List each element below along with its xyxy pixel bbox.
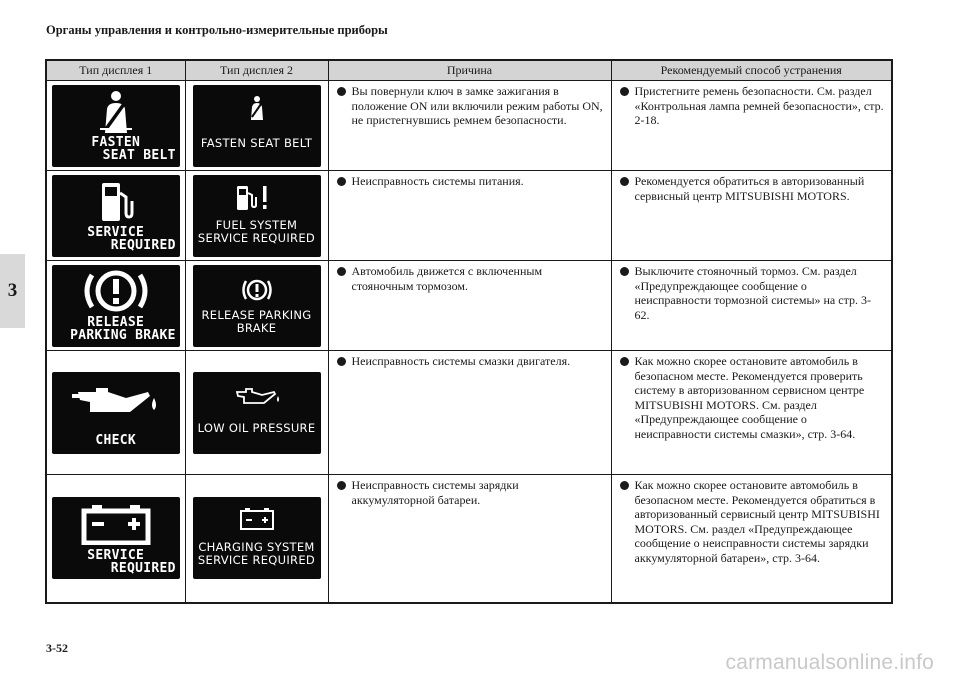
remedy-text: Рекомендуется обратиться в авторизованный сервисный центр MITSUBISHI MOTORS. [634,174,865,203]
display-1-cell [46,171,185,261]
display-2-screen [193,497,321,579]
display-2-line-2: SERVICE REQUIRED [197,553,316,568]
remedy-cell [611,475,892,603]
display-1-screen [52,372,180,454]
bullet-icon [620,177,629,186]
column-header-display-1: Тип дисплея 1 [46,60,185,81]
bullet-icon [620,481,629,490]
table-row [46,351,892,475]
display-1-cell [46,351,185,475]
bullet-icon [337,87,346,96]
display-2-cell [185,81,328,171]
display-2-line-2: SERVICE REQUIRED [197,230,316,245]
watermark: carmanualsonline.info [725,651,934,674]
bullet-icon [620,87,629,96]
display-2-line-1: FUEL SYSTEM [215,217,298,232]
bullet-icon [337,481,346,490]
remedy-cell [611,81,892,171]
table-row [46,81,892,171]
display-2-screen [193,175,321,257]
battery-icon [193,507,321,531]
column-header-display-2: Тип дисплея 2 [185,60,328,81]
display-2-line-1: LOW OIL PRESSURE [197,420,316,435]
cause-text: Неисправность системы питания. [351,174,524,188]
display-2-screen [193,265,321,347]
display-1-line-2: REQUIRED [110,237,176,253]
display-2-line-2: BRAKE [236,320,277,335]
display-2-line-1: RELEASE PARKING [201,307,312,322]
display-1-line-2: PARKING BRAKE [70,327,176,343]
display-2-line-1: CHARGING SYSTEM [198,540,315,555]
cause-cell [328,261,611,351]
bullet-icon [620,357,629,366]
table-header-row [46,60,892,81]
bullet-icon [337,267,346,276]
cause-text: Неисправность системы зарядки аккумуляторной батареи. [351,478,519,507]
table-row [46,171,892,261]
cause-cell [328,351,611,475]
remedy-text: Выключите стояночный тормоз. См. раздел «Предупреждающее сообщение о неисправности тормозной системы» на стр. 3-62. [634,264,871,322]
table-row [46,261,892,351]
remedy-text: Пристегните ремень безопасности. См. раздел «Контрольная лампа ремней безопасности», стр. 2-18. [634,84,884,127]
display-1-screen [52,85,180,167]
parking-brake-icon [193,277,321,303]
display-1-line-1: CHECK [95,432,137,448]
display-2-screen [193,85,321,167]
fuel-pump-icon [52,179,180,225]
display-1-line-2: SEAT BELT [102,147,176,163]
page-header: Органы управления и контрольно-измерительные приборы [46,23,388,37]
display-1-line-1: FASTEN [91,134,141,150]
bullet-icon [337,357,346,366]
cause-text: Неисправность системы смазки двигателя. [351,354,571,368]
remedy-cell [611,261,892,351]
cause-cell [328,171,611,261]
fuel-pump-warning-icon [233,183,321,213]
display-1-cell [46,475,185,603]
display-2-cell [185,261,328,351]
warning-messages-table [45,59,893,604]
cause-cell [328,475,611,603]
table-row [46,475,892,603]
cause-text: Автомобиль движется с включенным стояночным тормозом. [351,264,543,293]
cause-cell [328,81,611,171]
display-2-cell [185,475,328,603]
display-2-cell [185,351,328,475]
display-2-cell [185,171,328,261]
display-1-screen [52,265,180,347]
chapter-number: 3 [7,280,18,301]
display-1-line-1: RELEASE [87,314,145,330]
remedy-text: Как можно скорее остановите автомобиль в безопасном месте. Рекомендуется обратиться в авторизованный сервисный центр MITSUBISHI MOTORS. См. раздел «Предупреждающее сообщение о неисправности системы зарядки аккумуляторной батареи», стр. 3-64. [634,478,880,565]
display-2-screen [193,372,321,454]
display-2-line-1: FASTEN SEAT BELT [200,135,313,150]
display-1-line-1: SERVICE [87,548,145,564]
display-1-line-1: SERVICE [87,224,145,240]
battery-icon [52,503,180,545]
oil-can-icon [52,382,180,416]
column-header-remedy: Рекомендуемый способ устранения [611,60,892,81]
oil-can-icon [193,386,321,406]
display-1-screen [52,175,180,257]
seatbelt-icon [52,89,180,135]
parking-brake-icon [52,267,180,315]
display-1-cell [46,81,185,171]
bullet-icon [620,267,629,276]
remedy-cell [611,351,892,475]
chapter-tab [0,254,25,328]
seatbelt-icon [193,95,321,121]
page-number: 3-52 [46,641,68,655]
remedy-cell [611,171,892,261]
cause-text: Вы повернули ключ в замке зажигания в положение ON или включили режим работы ON, не пристегнувшись ремнем безопасности. [351,84,603,127]
column-header-cause: Причина [328,60,611,81]
display-1-cell [46,261,185,351]
display-1-line-2: REQUIRED [110,561,176,577]
display-1-screen [52,497,180,579]
bullet-icon [337,177,346,186]
remedy-text: Как можно скорее остановите автомобиль в безопасном месте. Рекомендуется проверить систему в авторизованном сервисном центре MITSUBISHI MOTORS. См. раздел «Предупреждающее сообщение о неисправности системы смазки», стр. 3-64. [634,354,865,441]
